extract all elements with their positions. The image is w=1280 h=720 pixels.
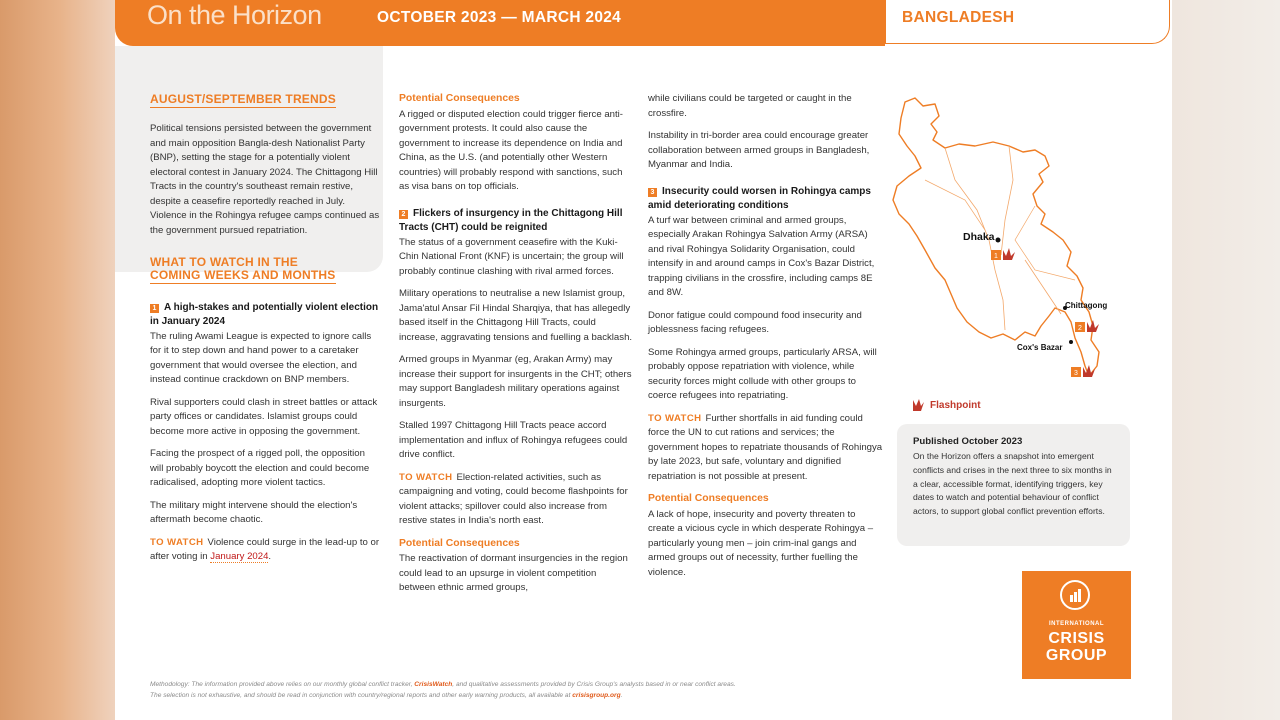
header: [115, 0, 1172, 46]
towatch-label: TO WATCH: [150, 536, 204, 548]
publication-title: On the Horizon: [147, 0, 322, 30]
methodology-text: , and qualitative assessments provided by Crisis Group's analysts based in or near conflict areas.: [452, 681, 736, 688]
date-range: OCTOBER 2023 — MARCH 2024: [377, 9, 622, 26]
chittagong-label: Chittagong: [1065, 301, 1108, 310]
river-line: [1001, 146, 1013, 255]
marker-2-label: 2: [1078, 325, 1082, 332]
trends-heading: AUGUST/SEPTEMBER TRENDS: [150, 92, 336, 106]
pc2-heading: Potential Consequences: [399, 537, 520, 549]
header-bar: [115, 0, 885, 46]
flashpoint-icon: [1087, 320, 1099, 332]
item3-para: Some Rohingya armed groups, particularly ARSA, will probably oppose repatriation with violence, while security forces might collude with other groups to coerce refugees into repatriating.: [648, 346, 877, 401]
towatch-text: Violence could surge in the lead-up to or after voting in: [150, 536, 380, 562]
column-3: [648, 92, 884, 588]
item1-number: 1: [150, 304, 159, 313]
towatch-end: .: [268, 551, 272, 562]
methodology-text: Methodology: The information provided above relies on our monthly global conflict tracker,: [150, 681, 413, 688]
pc2-body: The reactivation of dormant insurgencies in the region could lead to an upsurge in violent competition between ethnic armed groups,: [399, 553, 628, 593]
pc1-body: A rigged or disputed election could trigger fierce anti-government protests. It could also cause the government to increase its dependence on India and China, as the U.S. (and potentially other Western countries) will probably respond with sanctions, such as visa bans on top officials.: [399, 108, 623, 192]
col3-para: Instability in tri-border area could encourage greater collaboration between armed groups in Bangladesh, Myanmar and India.: [648, 130, 870, 170]
item3-para: A turf war between criminal and armed groups, especially Arakan Rohingya Salvation Army (ARSA) and rival Rohingya Solidarity Organisation, could intensify in and around camps in Cox's Bazar District, trapping civilians in the crossfire, including camps 8E and 8W.: [648, 214, 875, 298]
coxs-bazar-dot: [1069, 340, 1073, 344]
dhaka-dot: [996, 238, 1001, 243]
item2-title: Flickers of insurgency in the Chittagong Hill Tracts (CHT) could be reignited: [399, 207, 623, 233]
published-title: Published October 2023: [913, 436, 1023, 447]
crisis-group-logo[interactable]: [1022, 571, 1131, 679]
item3-heading: [648, 185, 884, 213]
flashpoint-icon: [1003, 248, 1015, 260]
logo-line3: GROUP: [1045, 647, 1108, 664]
published-box: [897, 424, 1130, 546]
flashpoint-legend-label: Flashpoint: [930, 400, 981, 411]
methodology-note: [150, 679, 970, 701]
item3-number: 3: [648, 188, 657, 197]
item1-heading: [150, 301, 380, 329]
item1-para: Facing the prospect of a rigged poll, the opposition will probably boycott the election and could become radicalised, adopting more violent tactics.: [150, 448, 370, 488]
pc1-heading: Potential Consequences: [399, 93, 520, 104]
item1-para: Rival supporters could clash in street battles or attack party offices or candidates. Islamist groups could become more active in opposing the government.: [150, 396, 378, 437]
document-page: [115, 0, 1172, 720]
item3-title: Insecurity could worsen in Rohingya camps amid deteriorating conditions: [648, 185, 871, 211]
methodology-text: The selection is not exhaustive, and should be read in conjunction with country/regional reports and other early warning products, all available at: [150, 692, 571, 699]
item1-title: A high-stakes and potentially violent election in January 2024: [150, 301, 379, 327]
column-1: [150, 93, 380, 573]
towatch-label: TO WATCH: [648, 412, 702, 424]
pc3-heading: Potential Consequences: [648, 493, 769, 504]
item2-para: The status of a government ceasefire with the Kuki-Chin National Front (KNF) is uncertain; the group will probably continue clashing with rival armed forces.: [399, 236, 624, 277]
january-2024-link[interactable]: January 2024: [210, 551, 269, 562]
marker-1-label: 1: [994, 253, 998, 260]
country-outline: [893, 98, 1099, 376]
towatch-text: Election-related activities, such as campaigning and voting, could become flashpoints for violent attacks; spillover could also increase from restive states in India's north east.: [399, 471, 628, 526]
river-line: [1025, 260, 1061, 314]
crisisgroup-link[interactable]: crisisgroup.org: [572, 692, 621, 699]
watch-heading: [150, 256, 380, 285]
col2-towatch: [399, 471, 634, 529]
region-line: [925, 180, 1075, 280]
pc3-body: A lack of hope, insecurity and poverty threaten to create a vicious cycle in which desperate Rohingya – particularly young men – join crim-inal gangs and armed groups out of necessity, further fuelling the violence.: [648, 508, 874, 578]
crisiswatch-link[interactable]: CrisisWatch: [414, 681, 453, 688]
dhaka-label: Dhaka: [963, 231, 995, 243]
item1-towatch: [150, 536, 380, 565]
item2-heading: [399, 207, 634, 235]
country-name: BANGLADESH: [902, 9, 1015, 26]
towatch-label: TO WATCH: [399, 471, 453, 483]
item2-para: Stalled 1997 Chittagong Hill Tracts peace accord implementation and influx of Rohingya refugees could drive conflict.: [399, 420, 628, 460]
bangladesh-map: [885, 90, 1170, 400]
logo-line1: INTERNATIONAL: [1048, 621, 1105, 627]
logo-icon: [1060, 580, 1090, 610]
item2-para: Armed groups in Myanmar (eg, Arakan Army) may increase their support for insurgents in the CHT; others may support Bangladesh military operations against insurgents.: [399, 354, 632, 409]
towatch-text: Further shortfalls in aid funding could force the UN to cut rations and services; the government hopes to repatriate thousands of Rohingya by late 2023, but safe, voluntary and dignified repatriation is not possible at present.: [648, 412, 883, 482]
country-tab: [885, 0, 1170, 44]
column-2: [399, 92, 634, 604]
watch-heading-line1: WHAT TO WATCH IN THE: [150, 255, 298, 269]
item3-para: Donor fatigue could compound food insecurity and joblessness facing refugees.: [648, 309, 862, 335]
trends-body: Political tensions persisted between the government and main opposition Bangla-desh Nationalist Party (BNP), setting the stage for a potentially violent electoral contest in January 2024. The Chittagong Hill Tracts in the country's southeast remain restive, despite a ceasefire reportedly reached in July. Violence in the Rohingya refugee camps continued as the government pursued repatriation.: [150, 123, 380, 236]
item2-number: 2: [399, 210, 408, 219]
flashpoint-legend-icon: [912, 399, 924, 411]
col3-towatch: [648, 412, 884, 485]
item1-para: The military might intervene should the election's aftermath become chaotic.: [150, 499, 358, 525]
item1-para: The ruling Awami League is expected to ignore calls for it to step down and hand power to a caretaker government that would oversee the election, and instead continue crackdown on BNP members.: [150, 330, 372, 385]
marker-3-label: 3: [1074, 370, 1078, 377]
logo-line2: CRISIS: [1048, 630, 1105, 647]
item2-para: Military operations to neutralise a new Islamist group, Jama'atul Ansar Fil Hindal Sharqiya, that has allegedly based itself in the Chittagong Hill Tracts, could increase, aggravating tensions and fuelling a backlash.: [399, 288, 633, 343]
watch-heading-line2: COMING WEEKS AND MONTHS: [150, 268, 336, 282]
published-body: On the Horizon offers a snapshot into emergent conflicts and crises in the next three to six months in a clear, accessible format, identifying triggers, key dates to watch and potential behaviour of conflict actors, to support global conflict prevention efforts.: [913, 451, 1112, 517]
methodology-text: .: [620, 692, 623, 699]
coxs-bazar-label: Cox's Bazar: [1017, 343, 1063, 352]
col3-continuation: while civilians could be targeted or caught in the crossfire.: [648, 93, 852, 119]
